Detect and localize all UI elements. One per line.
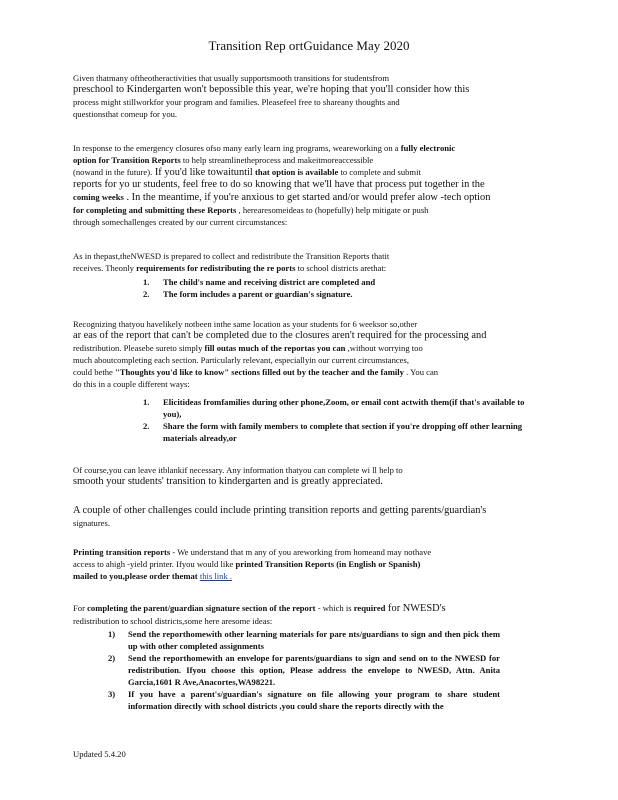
printing-line-3: mailed to you,please order themat this link .	[73, 571, 233, 581]
list-item: 1. Elicitideas fromfamilies during other phone,Zoom, or email cont actwith them(if that's available to you),	[143, 397, 525, 419]
recognizing-line-4: much aboutcompleting each section. Particularly relevant, especiallyin our current circumstances,	[73, 355, 409, 365]
requirements-line-2: receives. Theonly requirements for redistributing the re ports to school districts arethat:	[73, 263, 387, 273]
document-title: Transition Rep ortGuidance May 2020	[208, 38, 410, 53]
closures-line-6: for completing and submitting these Reports , herearesomeideas to (hopefully) help mitigate or push	[73, 205, 429, 215]
list-item: 3) If you have a parent's/guardian's signature on file allowing your program to share student information directly with school districts ,you could share the reports directly with the	[108, 689, 500, 711]
list-item: 2. Share the form with family members to complete that section if you're dropping off other learning materials already,or	[143, 421, 523, 443]
of-course-paragraph	[73, 464, 539, 488]
of-course-line-2: smooth your students' transition to kindergarten and is greatly appreciated.	[73, 476, 383, 487]
printing-line-1: Printing transition reports - We understand that m any of you areworking from homeand may nothave	[73, 547, 432, 557]
recognizing-line-3: redistribution. Pleasebe sureto simply fill outas much of the reportas you can ,without worrying too	[73, 343, 423, 353]
closures-line-3: (nowand in the future). If you'd like towaituntil that option is available to complete and submit	[73, 167, 421, 178]
closures-line-5: coming weeks . In the meantime, if you're anxious to get started and/or would prefer alow -tech option	[73, 192, 491, 203]
intro-paragraph	[73, 72, 539, 120]
list-item: 2. The form includes a parent or guardian's signature.	[143, 289, 353, 299]
signature-line-2: redistribution to school districts,some here aresome ideas:	[73, 616, 273, 626]
recognizing-line-1: Recognizing thatyou havelikely notbeen inthe same location as your students for 6 weeksor so,other	[73, 319, 418, 329]
recognizing-line-2: ar eas of the report that can't be completed due to the closures aren't required for the processing and	[73, 330, 487, 341]
challenges-line-2: signatures.	[73, 518, 110, 528]
recognizing-line-6: do this in a couple different ways:	[73, 379, 190, 389]
closures-line-1: In response to the emergency closures ofso many early learn ing programs, weareworking on a fully electronic	[73, 143, 456, 153]
signature-paragraph	[73, 602, 539, 627]
requirements-paragraph	[73, 250, 539, 274]
of-course-line-1: Of course,you can leave itblankif necessary. Any information thatyou can complete wi ll help to	[73, 465, 403, 475]
intro-line-1: Given thatmany oftheotheractivities that usually supportsmooth transitions for studentsfrom	[73, 73, 390, 83]
intro-line-3: process might stillworkfor your program and families. Pleasefeel free to shareany thoughts and	[73, 97, 400, 107]
list-item: 1. The child's name and receiving district are completed and	[143, 277, 376, 287]
challenges-paragraph	[73, 505, 539, 529]
list-item: 2) Send the reporthomewith an envelope for parents/guardians to sign and send on to the NWESD for redistribution. Ifyou choose this option, Please address the envelope to NWESD, Attn. Anita Garcia,1601 R Ave,Anacortes,WA98221.	[108, 653, 500, 687]
updated-date: Updated 5.4.20	[73, 749, 126, 759]
intro-line-4: questionsthat comeup for you.	[73, 109, 178, 119]
signature-line-1: For completing the parent/guardian signature section of the report - which is required for NWESD's	[73, 603, 446, 614]
challenges-line-1: A couple of other challenges could include printing transition reports and getting parents/guardian's	[73, 505, 487, 516]
intro-line-2: preschool to Kindergarten won't bepossible this year, we're hoping that you'll consider how this	[73, 84, 470, 95]
closures-paragraph	[73, 142, 539, 228]
closures-line-2: option for Transition Reports to help streamlinetheprocess and makeitmoreaccessible	[73, 155, 374, 165]
printing-paragraph	[73, 546, 539, 582]
recognizing-paragraph	[73, 318, 539, 390]
closures-line-4: reports for yo ur students, feel free to do so knowing that we'll have that process put together in the	[73, 179, 485, 190]
order-link[interactable]: this link .	[199, 571, 233, 581]
requirements-list	[143, 276, 473, 300]
recognizing-line-5: could bethe "Thoughts you'd like to know" sections filled out by the teacher and the family . You can	[73, 367, 439, 377]
requirements-line-1: As in thepast,theNWESD is prepared to collect and redistribute the Transition Reports thatit	[73, 251, 390, 261]
printing-line-2: access to ahigh -yield printer. Ifyou would like printed Transition Reports (in English or Spanish)	[73, 559, 421, 569]
signature-ideas-list	[108, 628, 500, 712]
list-item: 1) Send the reporthomewith other learning materials for pare nts/guardians to sign and then pick them up with other completed assignments	[108, 629, 500, 651]
closures-line-7: through somechallenges created by our current circumstances:	[73, 217, 288, 227]
ways-list	[143, 396, 533, 444]
